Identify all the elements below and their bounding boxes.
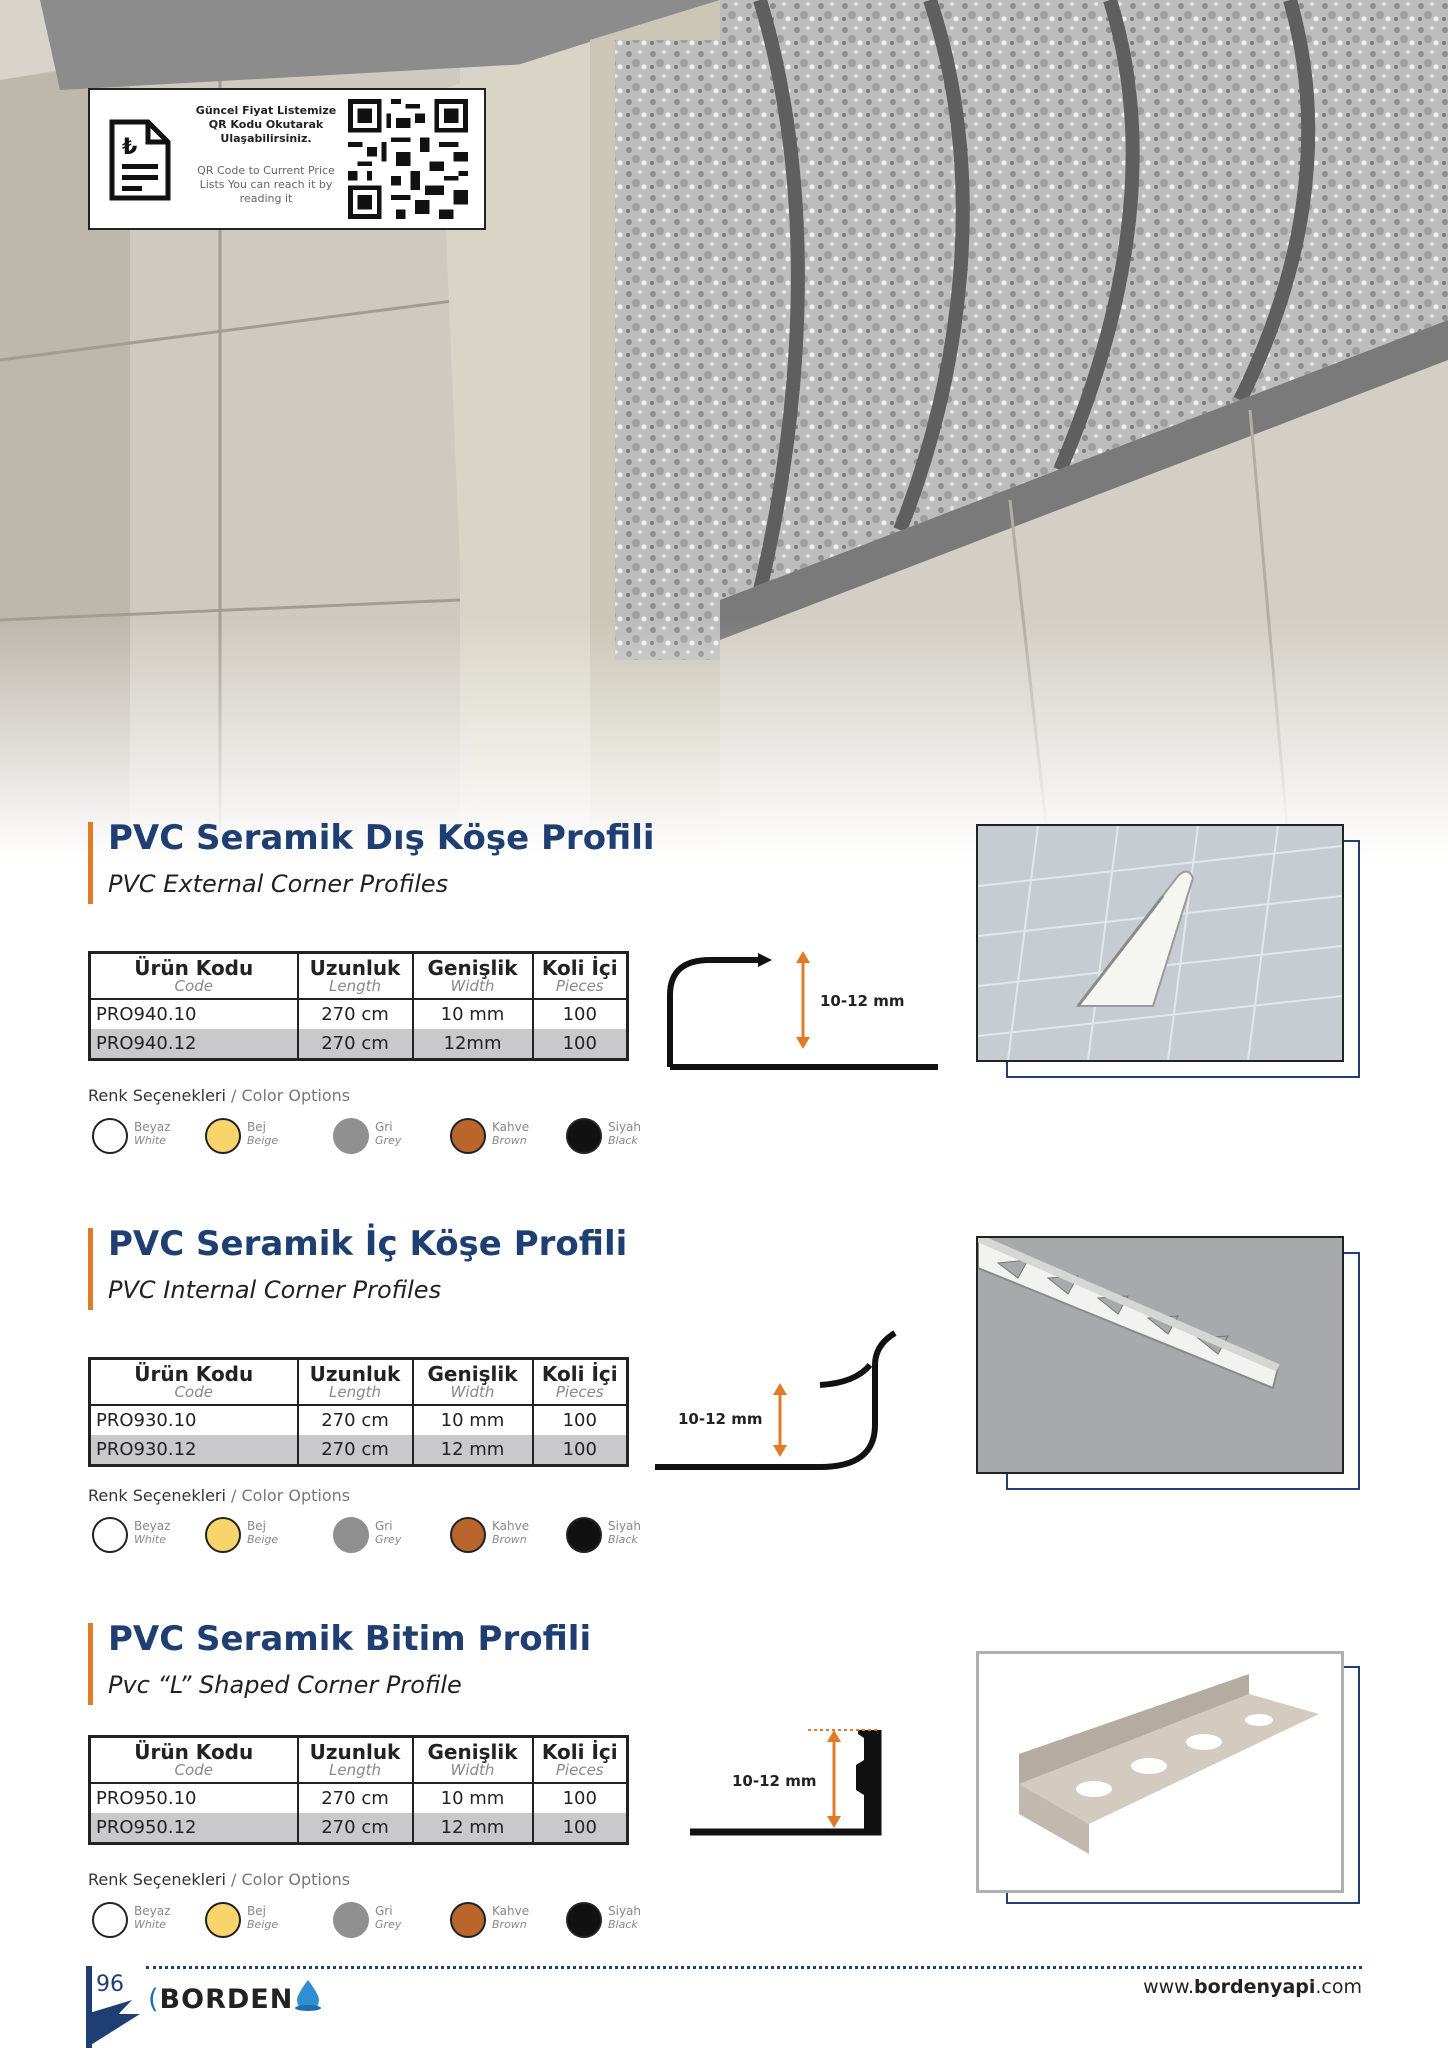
header-code: Ürün Kodu Code (90, 953, 298, 999)
color-options-label: Renk Seçenekleri / Color Options (88, 1486, 351, 1505)
borden-logo[interactable]: (BORDEN (148, 1978, 323, 2015)
swatch-brown (450, 1902, 486, 1938)
section-title: PVC Seramik Dış Köşe Profili (108, 818, 655, 858)
swatch-label: Kahve Brown (492, 1904, 530, 1931)
internal-corner-profile-diagram (655, 1325, 905, 1475)
qr-price-list-box[interactable] (88, 88, 486, 230)
swatch-label: Gri Grey (375, 1519, 402, 1546)
swatch-label: Gri Grey (375, 1904, 402, 1931)
page-number: 96 (96, 1972, 124, 1997)
header-length: Uzunluk Length (298, 1359, 413, 1405)
dimension-label: 10-12 mm (678, 1410, 763, 1428)
swatch-label: Bej Beige (247, 1519, 279, 1546)
dimension-label: 10-12 mm (820, 992, 905, 1010)
swatch-black (566, 1118, 602, 1154)
swatch-label: Kahve Brown (492, 1120, 530, 1147)
swatch-label: Siyah Black (608, 1519, 642, 1546)
header-width: Genişlik Width (413, 1359, 533, 1405)
qr-text-english: QR Code to Current Price Lists You can reach it by reading it (197, 164, 335, 205)
header-pieces: Koli İçi Pieces (533, 1359, 628, 1405)
header-pieces: Koli İçi Pieces (533, 1737, 628, 1783)
header-length: Uzunluk Length (298, 953, 413, 999)
color-options-label: Renk Seçenekleri / Color Options (88, 1870, 351, 1889)
swatch-label: Bej Beige (247, 1904, 279, 1931)
swatch-beige (205, 1517, 241, 1553)
header-width: Genişlik Width (413, 953, 533, 999)
dimension-label: 10-12 mm (732, 1772, 817, 1790)
swatch-white (92, 1118, 128, 1154)
spec-table (88, 951, 629, 1061)
website-url[interactable]: www.bordenyapi.com (1143, 1976, 1362, 1998)
spec-table (88, 1357, 629, 1467)
swatch-brown (450, 1517, 486, 1553)
page-corner-triangle (86, 2000, 146, 2048)
swatch-label: Beyaz White (134, 1904, 171, 1931)
l-shaped-photo (979, 1654, 1341, 1890)
internal-corner-photo (978, 1238, 1342, 1472)
footer-dotted-rule (146, 1966, 1362, 1969)
table-row: PRO950.10 270 cm 10 mm 100 (90, 1783, 628, 1813)
product-photo (976, 824, 1344, 1062)
table-row: PRO950.12 270 cm 12 mm 100 (90, 1813, 628, 1844)
header-width: Genişlik Width (413, 1737, 533, 1783)
table-row: PRO940.10 270 cm 10 mm 100 (90, 999, 628, 1029)
price-list-document-icon (108, 118, 172, 202)
swatch-beige (205, 1118, 241, 1154)
external-corner-profile-diagram (660, 945, 950, 1075)
logo-bracket-icon: ( (148, 1984, 160, 2015)
header-pieces: Koli İçi Pieces (533, 953, 628, 999)
section-accent-bar (88, 822, 93, 904)
swatch-label: Beyaz White (134, 1519, 171, 1546)
swatch-grey (333, 1517, 369, 1553)
table-row: PRO930.12 270 cm 12 mm 100 (90, 1435, 628, 1466)
swatch-grey (333, 1118, 369, 1154)
section-title: PVC Seramik İç Köşe Profili (108, 1224, 628, 1264)
section-subtitle: PVC External Corner Profiles (108, 870, 449, 898)
swatch-label: Siyah Black (608, 1120, 642, 1147)
section-subtitle: PVC Internal Corner Profiles (108, 1276, 442, 1304)
header-code: Ürün Kodu Code (90, 1737, 298, 1783)
svg-text:₺: ₺ (122, 135, 138, 160)
swatch-label: Beyaz White (134, 1120, 171, 1147)
product-photo (976, 1651, 1344, 1893)
external-corner-photo (978, 826, 1342, 1060)
swatch-white (92, 1902, 128, 1938)
swatch-label: Kahve Brown (492, 1519, 530, 1546)
swatch-beige (205, 1902, 241, 1938)
section-accent-bar (88, 1228, 93, 1310)
swatch-black (566, 1902, 602, 1938)
swatch-grey (333, 1902, 369, 1938)
swatch-label: Gri Grey (375, 1120, 402, 1147)
header-length: Uzunluk Length (298, 1737, 413, 1783)
section-accent-bar (88, 1623, 93, 1705)
water-drop-icon (293, 1978, 323, 2012)
spec-table (88, 1735, 629, 1845)
section-subtitle: Pvc “L” Shaped Corner Profile (108, 1671, 462, 1699)
table-row: PRO940.12 270 cm 12mm 100 (90, 1029, 628, 1060)
product-photo (976, 1236, 1344, 1474)
swatch-brown (450, 1118, 486, 1154)
swatch-white (92, 1517, 128, 1553)
swatch-label: Siyah Black (608, 1904, 642, 1931)
section-title: PVC Seramik Bitim Profili (108, 1619, 592, 1659)
swatch-black (566, 1517, 602, 1553)
color-options-label: Renk Seçenekleri / Color Options (88, 1086, 351, 1105)
hero-photo (0, 0, 1448, 860)
swatch-label: Bej Beige (247, 1120, 279, 1147)
qr-text-turkish: Güncel Fiyat Listemize QR Kodu Okutarak Ulaşabilirsiniz. (195, 104, 337, 145)
header-code: Ürün Kodu Code (90, 1359, 298, 1405)
qr-code[interactable] (348, 98, 468, 220)
table-row: PRO930.10 270 cm 10 mm 100 (90, 1405, 628, 1435)
